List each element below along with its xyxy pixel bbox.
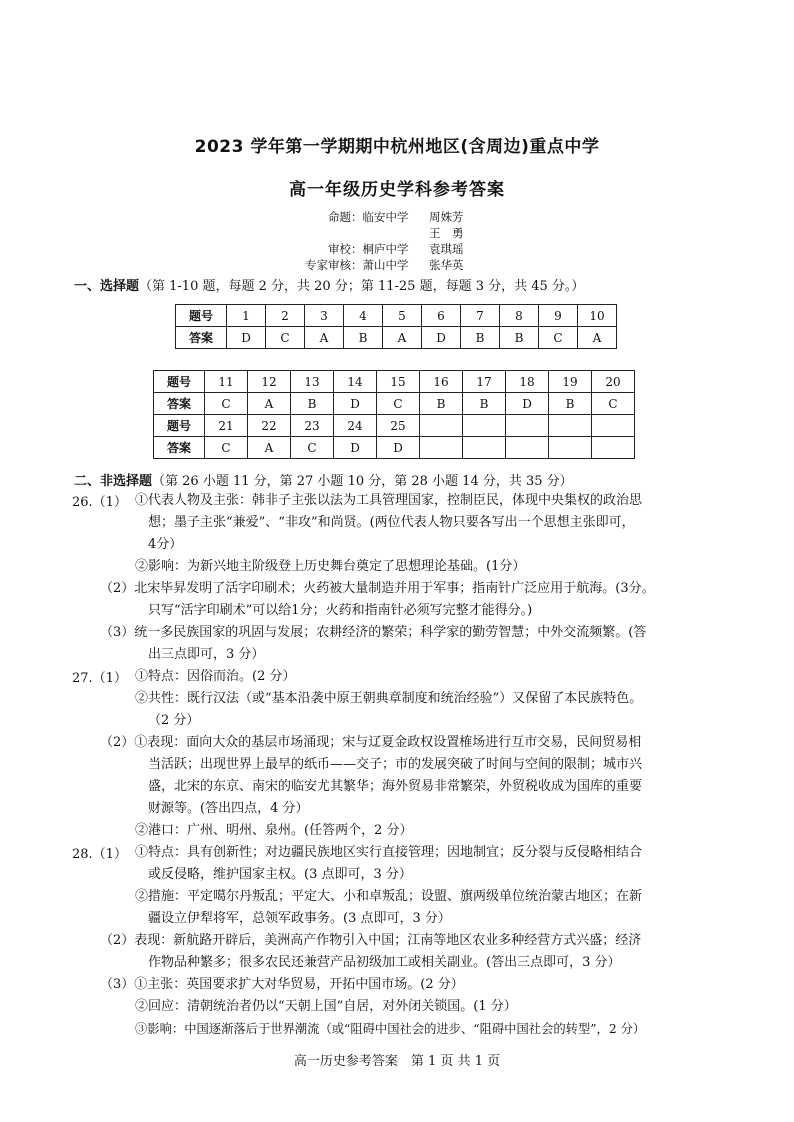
question-number-cell: 16 [420,371,463,393]
question-number-cell: 2 [266,305,305,327]
row-label-answer: 答案 [176,327,227,349]
q26-3-line: 出三点即可，3 分） [148,647,265,662]
answer-cell: B [463,393,506,415]
document-subtitle: 高一年级历史学科参考答案 [289,180,505,200]
answer-cell: D [422,327,461,349]
table-row [154,371,635,393]
answer-cell [506,437,549,459]
q28-line: 或反侵略，维护国家主权。(3 点即可，3 分） [148,867,412,882]
section2-heading [74,470,573,489]
reviewer-name: 袁琪瑶 [429,242,464,256]
answer-table-2 [153,370,635,459]
table-row [154,437,635,459]
q28-2-line: （2）表现：新航路开辟后，美洲高产作物引入中国；江南等地区农业多种经营方式兴盛；经济 [100,933,642,948]
question-number-cell [506,415,549,437]
q28-line: ②措施：平定噶尔丹叛乱；平定大、小和卓叛乱；设盟、旗两级单位统治蒙古地区；在新 [135,889,643,904]
question-number-cell: 10 [578,305,617,327]
question-number-cell: 20 [592,371,635,393]
question-number-cell: 15 [377,371,420,393]
q27-line: ①特点：因俗而治。(2 分） [135,669,296,684]
section2-title: 二、非选择题 [74,474,153,489]
question-number-cell: 11 [205,371,248,393]
table-row [154,393,635,415]
row-label-question: 题号 [154,415,205,437]
answer-cell: A [383,327,422,349]
section1-title: 一、选择题 [74,279,140,294]
q28-3-line: ③影响：中国逐渐落后于世界潮流（或“阻碍中国社会的进步、“阻碍中国社会的转型”，2 分） [135,1022,646,1036]
proposer-label: 命题：临安中学 [328,210,409,224]
q26-2-line: 只写“活字印刷术”可以给1分；火药和指南针必须写完整才能得分。) [148,603,533,618]
q28-line: ①特点：具有创新性；对边疆民族地区实行直接管理；因地制宜；反分裂与反侵略相结合 [135,845,643,860]
q26-line: ①代表人物及主张：韩非子主张以法为工具管理国家，控制臣民，体现中央集权的政治思 [135,493,643,508]
question-number-cell: 4 [344,305,383,327]
answer-cell: A [578,327,617,349]
q28-3-line: ②回应：清朝统治者仍以“天朝上国”自居，对外闭关锁国。(1 分） [135,999,517,1014]
proposer-name-2: 王 勇 [429,226,464,240]
question-number-cell: 14 [334,371,377,393]
q27-line: ②共性：既行汉法（或“基本沿袭中原王朝典章制度和统治经验”）又保留了本民族特色。 [135,691,643,706]
table-row [176,327,617,349]
answer-cell: C [291,437,334,459]
answer-cell: A [305,327,344,349]
q26-line: 4分） [148,537,183,552]
answer-cell: C [205,437,248,459]
question-number-cell: 5 [383,305,422,327]
answer-cell: C [205,393,248,415]
question-number-cell: 1 [227,305,266,327]
question-number-cell: 3 [305,305,344,327]
q26-2-line: （2）北宋毕昇发明了活字印刷术；火药被大量制造并用于军事；指南针广泛应用于航海。(3分。 [100,581,655,596]
question-number-cell: 24 [334,415,377,437]
answer-cell [592,437,635,459]
table-row [176,305,617,327]
q27-2-line: 财源等。(答出四点，4 分） [148,801,309,816]
q27-2-line: 当活跃；出现世界上最早的纸币——交子；市的发展突破了时间与空间的限制；城市兴 [148,757,643,772]
section2-note: （第 26 小题 11 分，第 27 小题 10 分，第 28 小题 14 分，共 35 分） [152,474,573,489]
table-row [154,415,635,437]
question-number-cell: 8 [500,305,539,327]
answer-cell: B [549,393,592,415]
document-title: 2023 学年第一学期期中杭州地区(含周边)重点中学 [194,137,600,157]
answer-cell: D [377,437,420,459]
proposer-name-1: 周姝芳 [429,210,464,224]
answer-table-1 [175,304,617,349]
row-label-answer: 答案 [154,393,205,415]
answer-cell: C [539,327,578,349]
question-number-cell [420,415,463,437]
answer-cell [549,437,592,459]
question-number-cell: 21 [205,415,248,437]
row-label-question: 题号 [176,305,227,327]
row-label-answer: 答案 [154,437,205,459]
question-number-cell: 25 [377,415,420,437]
question-number-cell: 23 [291,415,334,437]
answer-cell: D [334,437,377,459]
answer-cell: B [500,327,539,349]
answer-cell: C [266,327,305,349]
question-number-cell: 6 [422,305,461,327]
q28-3-line: （3）①主张：英国要求扩大对华贸易，开拓中国市场。(2 分） [100,977,464,992]
question-number-cell: 7 [461,305,500,327]
q26-3-line: （3）统一多民族国家的巩固与发展；农耕经济的繁荣；科学家的勤劳智慧；中外交流频繁。(答 [100,625,647,640]
answer-cell [420,437,463,459]
question-number-cell: 13 [291,371,334,393]
answer-cell: B [461,327,500,349]
q27-2-line: ②港口：广州、明州、泉州。(任答两个，2 分） [135,823,413,838]
question-number-cell [463,415,506,437]
question-number-cell: 17 [463,371,506,393]
answer-cell: A [248,437,291,459]
expert-label: 专家审核：萧山中学 [305,258,409,272]
section1-heading [74,275,584,294]
answer-cell: C [592,393,635,415]
reviewer-label: 审校：桐庐中学 [328,242,409,256]
answer-cell: B [344,327,383,349]
answer-cell: A [248,393,291,415]
question-number-cell: 9 [539,305,578,327]
page-footer: 高一历史参考答案 第 1 页 共 1 页 [293,1054,501,1069]
q28-2-line: 作物品种繁多；很多农民还兼营产品初级加工或相关副业。(答出三点即可，3 分） [148,955,621,970]
question-number-cell [549,415,592,437]
answer-cell: B [291,393,334,415]
q27-line: （2 分） [148,713,200,728]
q26-number: 26.（1） [72,495,127,510]
answer-cell: D [506,393,549,415]
question-number-cell: 12 [248,371,291,393]
question-number-cell: 18 [506,371,549,393]
q26-line: ②影响：为新兴地主阶级登上历史舞台奠定了思想理论基础。(1分） [135,559,526,574]
q28-line: 疆设立伊犁将军，总领军政事务。(3 点即可，3 分） [148,911,451,926]
answer-cell: D [334,393,377,415]
expert-name: 张华英 [429,258,464,272]
answer-cell: C [377,393,420,415]
q28-number: 28.（1） [72,847,127,862]
q27-number: 27.（1） [72,671,127,686]
question-number-cell: 19 [549,371,592,393]
question-number-cell: 22 [248,415,291,437]
answer-cell [463,437,506,459]
q27-2-line: 盛，北宋的东京、南宋的临安尤其繁华；海外贸易非常繁荣，外贸税收成为国库的重要 [148,779,643,794]
section1-note: （第 1-10 题，每题 2 分，共 20 分；第 11-25 题，每题 3 分，共 45 分。） [139,279,585,294]
row-label-question: 题号 [154,371,205,393]
question-number-cell [592,415,635,437]
answer-cell: D [227,327,266,349]
q27-2-line: （2）①表现：面向大众的基层市场涌现；宋与辽夏金政权设置榷场进行互市交易，民间贸易相 [100,735,642,750]
answer-cell: B [420,393,463,415]
q26-line: 想；墨子主张“兼爱”、“非攻”和尚贤。(两位代表人物只要各写出一个思想主张即可， [148,515,635,530]
